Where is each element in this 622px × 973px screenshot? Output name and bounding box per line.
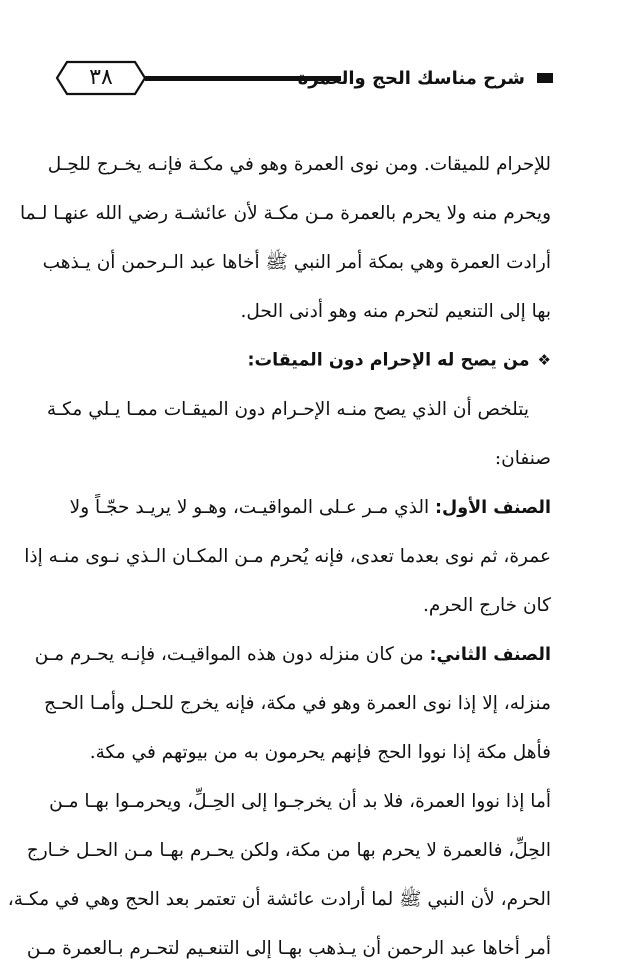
running-title: شرح مناسك الحج والعمرة [297,68,525,89]
body-line: الحِلِّ، فالعمرة لا يحرم بها من مكة، ولكن يحـرم بهـا مـن الحـل خـارج [26,840,551,861]
body-line: أرادت العمرة وهي بمكة أمر النبي ﷺ أخاها عبد الـرحمن أن يـذهب [42,252,551,273]
first-kind-line [69,483,551,532]
intro-line: يتلخص أن الذي يصح منـه الإحـرام دون الميقـات ممـا يـلي مكـة [46,399,529,420]
second-kind-term: الصنف الثاني: [429,645,551,665]
first-kind-term: الصنف الأول: [435,498,551,518]
section-heading [73,336,551,385]
first-kind-line: كان خارج الحرم. [422,595,551,616]
page-header [55,60,560,100]
body-line: الحرم، لأن النبي ﷺ لما أرادت عائشة أن تعتمر بعد الحج وهي في مكـة، [7,889,551,910]
diamond-bullet-icon: ❖ [537,351,551,369]
intro-line: صنفان: [494,448,551,469]
second-kind-line: فأهل مكة إذا نووا الحج فإنهم يحرمون به من بيوتهم في مكة. [89,742,551,763]
body-line: أما إذا نووا العمرة، فلا بد أن يخرجـوا إلى الحِـلِّ، ويحرمـوا بهـا مـن [49,791,551,812]
body-line: للإحرام للميقات. ومن نوى العمرة وهو في مكـة فإنـه يخـرج للحِـل [47,154,551,175]
second-kind-text: من كان منزله دون هذه المواقيـت، فإنـه يحـرم مـن [34,644,430,665]
first-kind-line: عمرة، ثم نوى بعدما تعدى، فإنه يُحرم مـن المكـان الـذي نـوى منـه إذا [24,546,551,567]
body-line: أمر أخاها عبد الرحمن أن يـذهب بهـا إلى التنعـيم لتحـرم بـالعمرة مـن [26,938,551,959]
body-line: بها إلى التنعيم لتحرم منه وهو أدنى الحل. [240,301,551,322]
section-heading-text: من يصح له الإحرام دون الميقات: [247,350,530,371]
second-kind-line [34,630,551,679]
first-kind-text: الذي مـر عـلى المواقيـت، وهـو لا يريـد حجّـاً ولا [69,497,436,518]
body-line: ويحرم منه ولا يحرم بالعمرة مـن مكـة لأن عائشـة رضي الله عنهـا لـما [20,203,551,224]
second-kind-line: منزله، إلا إذا نوى العمرة وهو في مكة، فإنه يخرج للحـل وأمـا الحـج [43,693,551,714]
page-number: ٣٨ [89,65,113,90]
header-square-ornament [537,73,553,83]
page-body [7,140,551,973]
page-number-frame [55,60,147,96]
